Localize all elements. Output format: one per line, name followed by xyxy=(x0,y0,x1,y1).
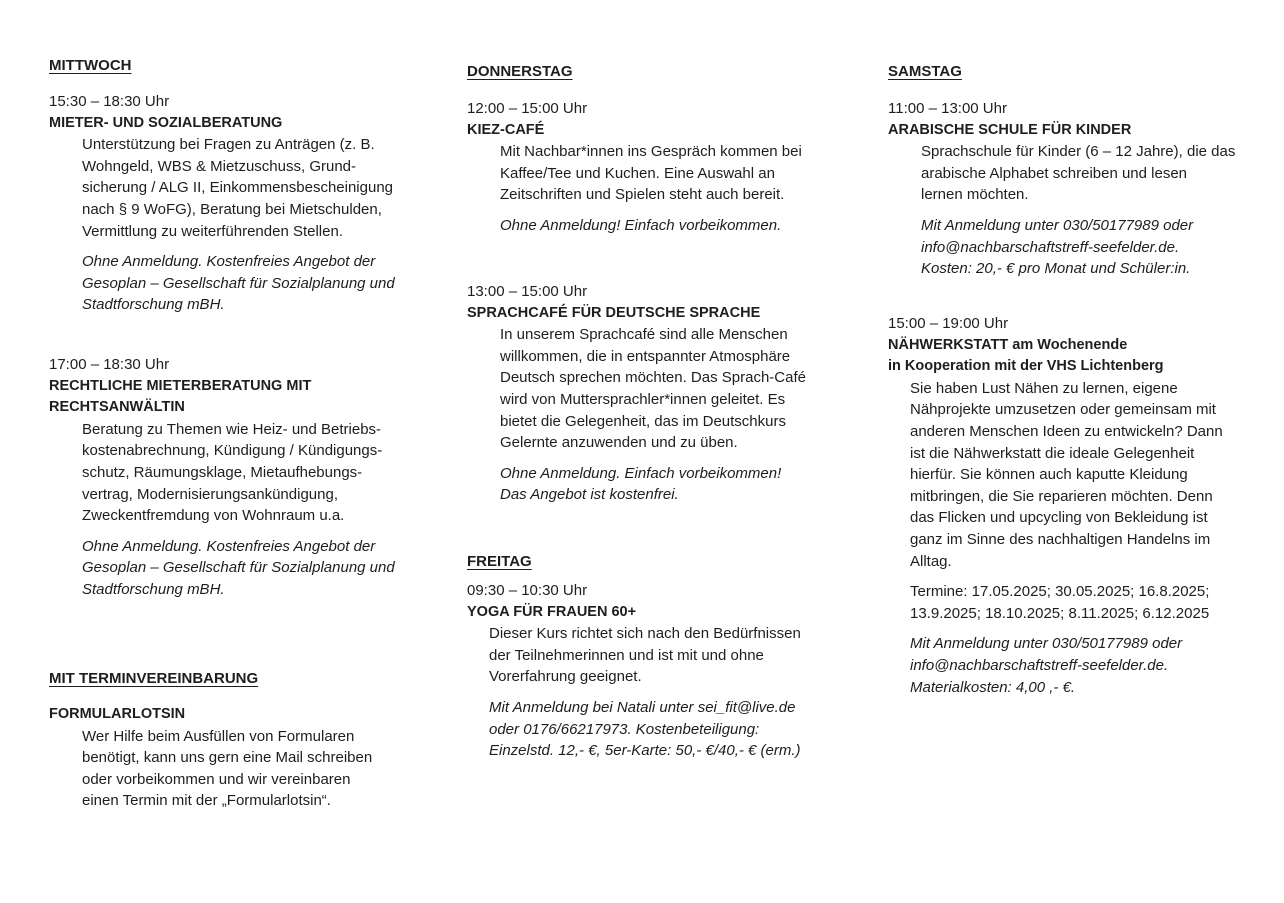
event-mieter-sozialberatung xyxy=(49,91,429,316)
event-time: 09:30 – 10:30 Uhr xyxy=(467,582,588,599)
event-kiez-cafe xyxy=(467,98,862,237)
event-rechtliche-mieterberatung xyxy=(49,354,429,601)
event-title: ARABISCHE SCHULE FÜR KINDER xyxy=(888,121,1132,138)
event-time: 15:30 – 18:30 Uhr xyxy=(49,93,170,110)
event-note: Mit Anmeldung bei Natali unter sei_fit@live.de oder 0176/66217973. Kostenbeteiligung: Einzelstd. 12,- €, 5er-Karte: 50,- €/40,- € (erm.) xyxy=(489,698,801,760)
event-time: 12:00 – 15:00 Uhr xyxy=(467,100,588,117)
day-heading-samstag: SAMSTAG xyxy=(888,63,962,80)
event-description: Unterstützung bei Fragen zu Anträgen (z. B. Wohngeld, WBS & Mietzuschuss, Grund- sicherung / ALG II, Einkommensbescheinigung nach § 9 WoFG), Beratung bei Mietschulden, Vermittlung zu weiterführenden Stellen. xyxy=(82,136,394,240)
event-yoga-frauen xyxy=(467,580,862,762)
event-note: Mit Anmeldung unter 030/50177989 oder info@nachbarschaftstreff-seefelder.de. Kosten: 20,- € pro Monat und Schüler:in. xyxy=(921,216,1194,278)
event-description: Sie haben Lust Nähen zu lernen, eigene Nähprojekte umzusetzen oder gemeinsam mit anderen Menschen Ideen zu entwickeln? Dann ist die Nähwerkstatt die ideale Gelegenheit hierfür. Sie können auch kaputte Kleidung mitbringen, die Sie reparieren möchten. Denn das Flicken und upcycling von Bekleidung ist ganz im Sinne des nachhaltigen Handelns im Alltag. xyxy=(910,379,1223,570)
event-dates: Termine: 17.05.2025; 30.05.2025; 16.8.2025; 13.9.2025; 18.10.2025; 8.11.2025; 6.12.2025 xyxy=(910,583,1210,622)
day-heading-terminvereinbarung: MIT TERMINVEREINBARUNG xyxy=(49,670,259,687)
event-title: YOGA FÜR FRAUEN 60+ xyxy=(467,603,637,620)
event-sprachcafe xyxy=(467,281,862,506)
event-time: 17:00 – 18:30 Uhr xyxy=(49,356,170,373)
event-title: KIEZ-CAFÉ xyxy=(467,121,545,138)
event-description: Wer Hilfe beim Ausfüllen von Formularen benötigt, kann uns gern eine Mail schreiben oder vorbeikommen und wir vereinbaren einen Termin mit der „Formularlotsin“. xyxy=(82,727,373,810)
event-title: MIETER- UND SOZIALBERATUNG xyxy=(49,114,283,131)
event-note: Ohne Anmeldung. Kostenfreies Angebot der Gesoplan – Gesellschaft für Sozialplanung und Stadtforschung mBH. xyxy=(82,537,395,598)
event-time: 11:00 – 13:00 Uhr xyxy=(888,100,1007,117)
day-heading-freitag: FREITAG xyxy=(467,553,532,570)
event-naehwerkstatt xyxy=(888,313,1268,698)
event-title: NÄHWERKSTATT am Wochenende in Kooperation mit der VHS Lichtenberg xyxy=(888,336,1164,375)
event-title: RECHTLICHE MIETERBERATUNG MIT RECHTSANWÄLTIN xyxy=(49,377,312,416)
event-description: In unserem Sprachcafé sind alle Menschen willkommen, die in entspannter Atmosphäre Deutsch sprechen möchten. Das Sprach-Café wird von Muttersprachler*innen geleitet. Es bietet die Gelegenheit, das im Deutschkurs Gelernte anzuwenden und zu üben. xyxy=(500,326,806,452)
event-description: Sprachschule für Kinder (6 – 12 Jahre), die das arabische Alphabet schreiben und lesen lernen möchten. xyxy=(921,143,1236,204)
event-description: Mit Nachbar*innen ins Gespräch kommen bei Kaffee/Tee und Kuchen. Eine Auswahl an Zeitschriften und Spielen steht auch bereit. xyxy=(500,143,802,204)
day-heading-mittwoch: MITTWOCH xyxy=(49,57,132,74)
event-arabische-schule xyxy=(888,98,1268,280)
event-title: SPRACHCAFÉ FÜR DEUTSCHE SPRACHE xyxy=(467,304,761,321)
day-heading-donnerstag: DONNERSTAG xyxy=(467,63,573,80)
event-title: FORMULARLOTSIN xyxy=(49,706,186,722)
event-time: 15:00 – 19:00 Uhr xyxy=(888,315,1009,332)
event-formularlotsin xyxy=(49,704,429,812)
event-note: Ohne Anmeldung! Einfach vorbeikommen. xyxy=(500,216,782,234)
event-note: Ohne Anmeldung. Einfach vorbeikommen! Das Angebot ist kostenfrei. xyxy=(500,464,782,504)
event-description: Dieser Kurs richtet sich nach den Bedürfnissen der Teilnehmerinnen und ist mit und ohne Vorerfahrung geeignet. xyxy=(489,625,801,686)
event-note: Ohne Anmeldung. Kostenfreies Angebot der Gesoplan – Gesellschaft für Sozialplanung und Stadtforschung mBH. xyxy=(82,253,395,314)
event-note: Mit Anmeldung unter 030/50177989 oder info@nachbarschaftstreff-seefelder.de. Materialkosten: 4,00 ,- €. xyxy=(910,635,1183,696)
event-description: Beratung zu Themen wie Heiz- und Betriebs- kostenabrechnung, Kündigung / Kündigungs- schutz, Räumungsklage, Mietaufhebungs- vertrag, Modernisierungsankündigung, Zweckentfremdung von Wohnraum u.a. xyxy=(82,420,383,525)
event-time: 13:00 – 15:00 Uhr xyxy=(467,283,588,300)
